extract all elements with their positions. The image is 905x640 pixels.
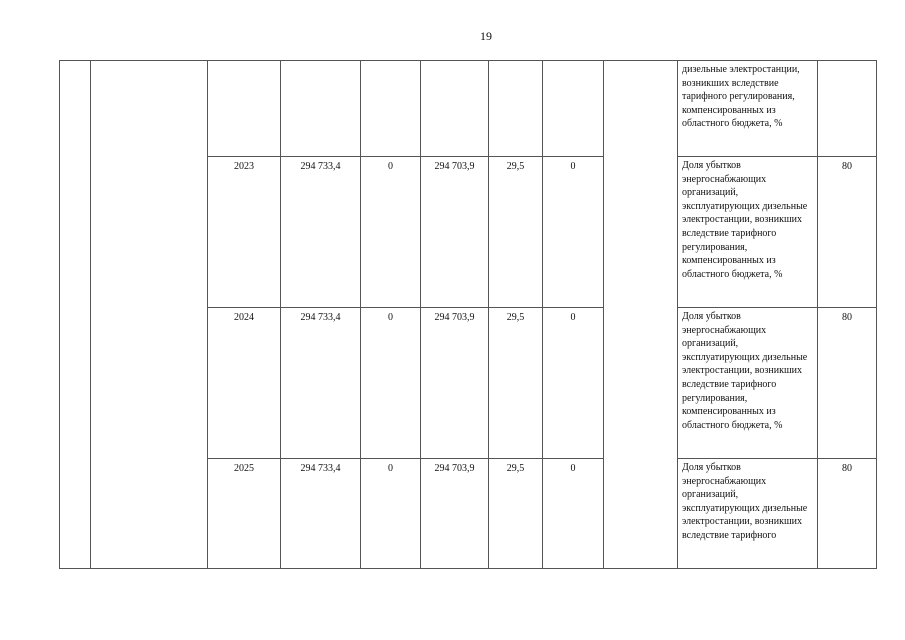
local-budget-cell: 29,5 bbox=[489, 459, 543, 569]
local-budget-cell: 29,5 bbox=[489, 157, 543, 308]
page-number: 19 bbox=[480, 29, 492, 43]
federal-budget-cell: 0 bbox=[361, 157, 421, 308]
total-cell: 294 733,4 bbox=[281, 157, 361, 308]
federal-budget-cell: 0 bbox=[361, 308, 421, 459]
year-cell: 2024 bbox=[208, 308, 281, 459]
year-cell: 2023 bbox=[208, 157, 281, 308]
federal-budget-cell bbox=[361, 61, 421, 157]
indicator-cell: Доля убытков энергоснабжающих организаций, эксплуатирующих дизельные электростанции, возникших вследствие тарифного bbox=[678, 459, 818, 569]
regional-budget-cell: 294 703,9 bbox=[421, 157, 489, 308]
table-row-continuation bbox=[60, 61, 877, 157]
number-cell bbox=[60, 61, 91, 569]
total-cell bbox=[281, 61, 361, 157]
indicator-cell: Доля убытков энергоснабжающих организаций, эксплуатирующих дизельные электростанции, возникших вследствие тарифного регулирования, компенсированных из областного бюджета, % bbox=[678, 308, 818, 459]
regional-budget-cell bbox=[421, 61, 489, 157]
indicator-cell: Доля убытков энергоснабжающих организаций, эксплуатирующих дизельные электростанции, возникших вследствие тарифного регулирования, компенсированных из областного бюджета, % bbox=[678, 157, 818, 308]
local-budget-cell bbox=[489, 61, 543, 157]
other-sources-cell: 0 bbox=[543, 308, 604, 459]
other-sources-cell: 0 bbox=[543, 157, 604, 308]
target-value-cell: 80 bbox=[818, 157, 877, 308]
measure-name-cell bbox=[91, 61, 208, 569]
year-cell: 2025 bbox=[208, 459, 281, 569]
regional-budget-cell: 294 703,9 bbox=[421, 308, 489, 459]
federal-budget-cell: 0 bbox=[361, 459, 421, 569]
target-value-cell: 80 bbox=[818, 308, 877, 459]
target-value-cell bbox=[818, 61, 877, 157]
regional-budget-cell: 294 703,9 bbox=[421, 459, 489, 569]
target-value-cell: 80 bbox=[818, 459, 877, 569]
other-sources-cell bbox=[543, 61, 604, 157]
indicator-cell: дизельные электростанции, возникших вследствие тарифного регулирования, компенсированных из областного бюджета, % bbox=[678, 61, 818, 157]
year-cell bbox=[208, 61, 281, 157]
program-funding-table bbox=[59, 60, 877, 569]
other-sources-cell: 0 bbox=[543, 459, 604, 569]
total-cell: 294 733,4 bbox=[281, 459, 361, 569]
executor-cell bbox=[604, 61, 678, 569]
local-budget-cell: 29,5 bbox=[489, 308, 543, 459]
total-cell: 294 733,4 bbox=[281, 308, 361, 459]
